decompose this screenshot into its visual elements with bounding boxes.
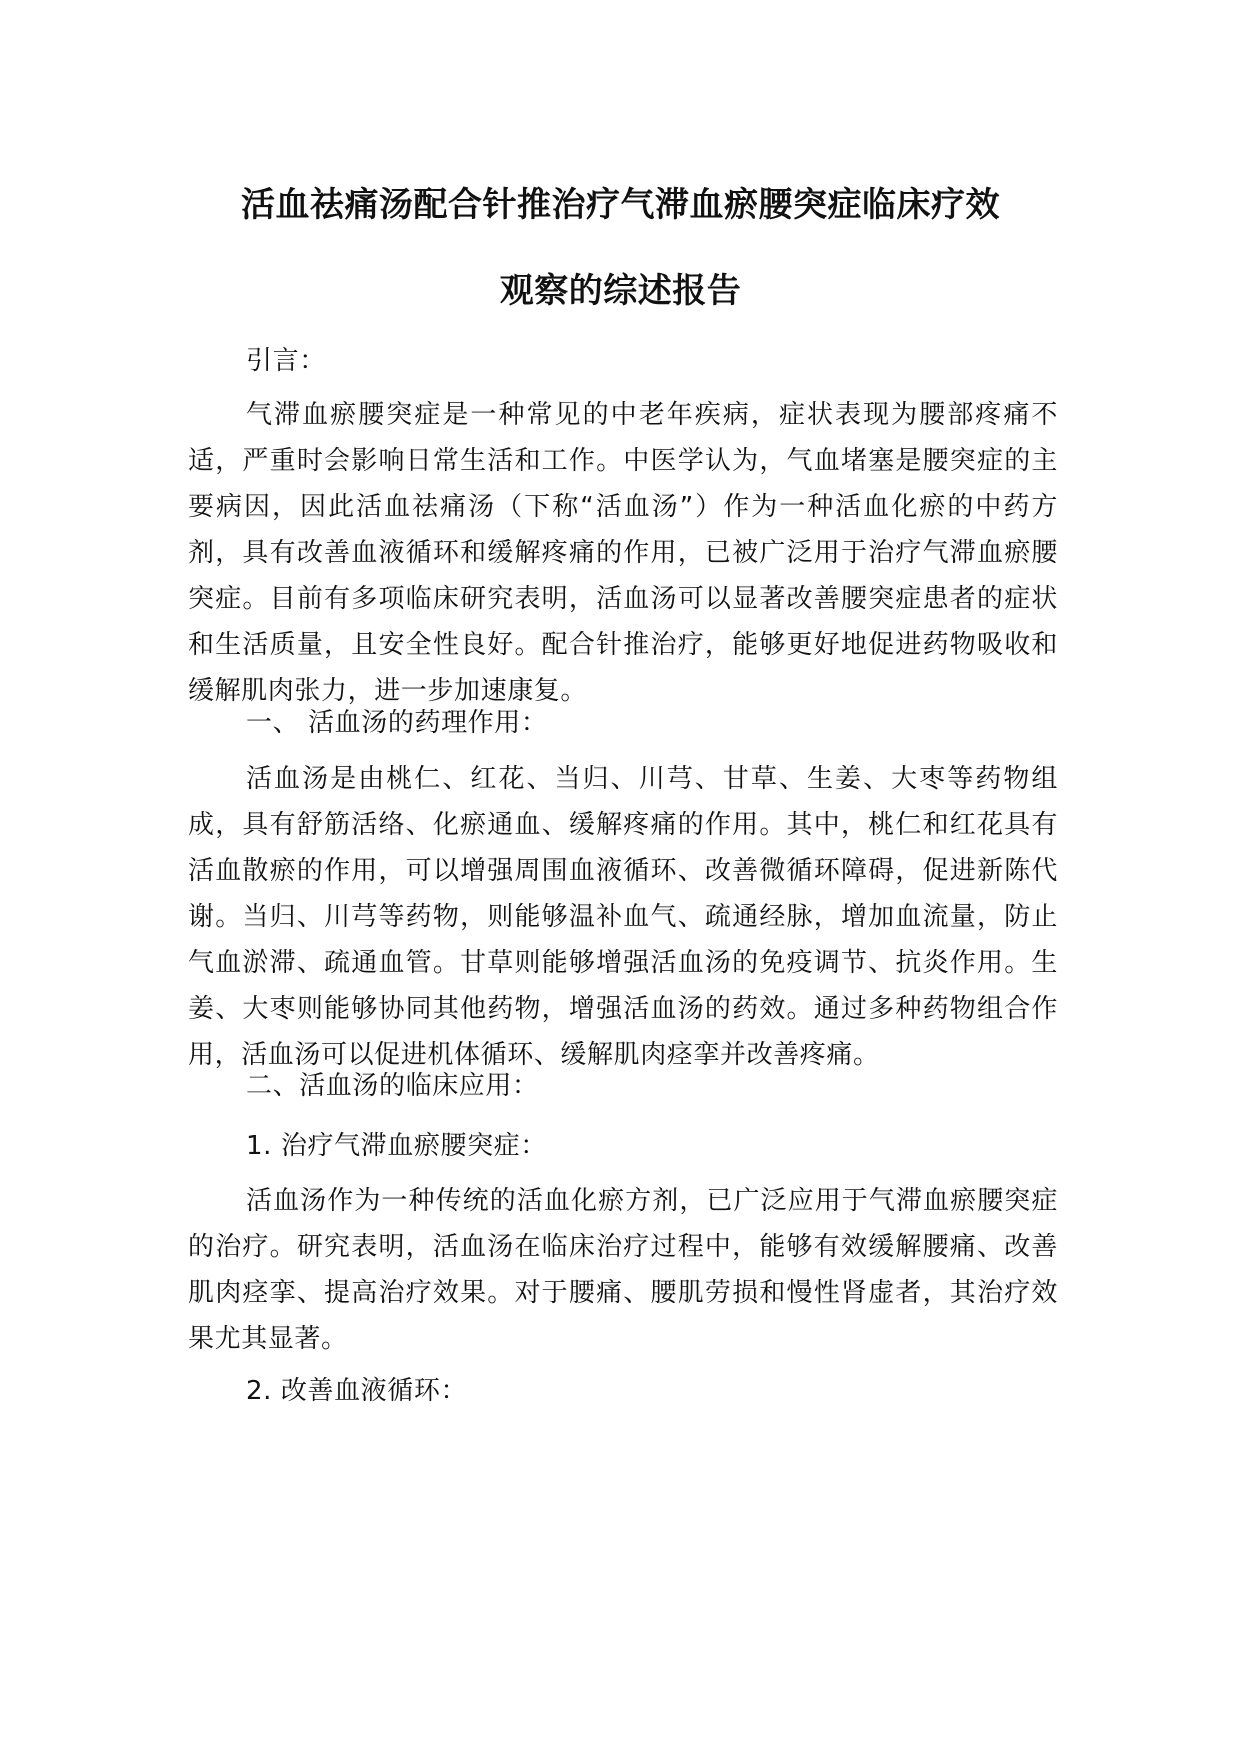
intro-heading-block bbox=[188, 338, 1058, 384]
subsection-1-paragraph: 活血汤作为一种传统的活血化瘀方剂，已广泛应用于气滞血瘀腰突症的治疗。研究表明，活血汤在临床治疗过程中，能够有效缓解腰痛、改善肌肉痉挛、提高治疗效果。对于腰痛、腰肌劳损和慢性肾虚者，其治疗效果尤其显著。 bbox=[188, 1186, 1058, 1354]
section-2-heading-block bbox=[188, 1063, 1058, 1109]
intro-paragraph: 气滞血瘀腰突症是一种常见的中老年疾病，症状表现为腰部疼痛不适，严重时会影响日常生活和工作。中医学认为，气血堵塞是腰突症的主要病因，因此活血祛痛汤（下称“活血汤”）作为一种活血化瘀的中药方剂，具有改善血液循环和缓解疼痛的作用，已被广泛用于治疗气滞血瘀腰突症。目前有多项临床研究表明，活血汤可以显著改善腰突症患者的症状和生活质量，且安全性良好。配合针推治疗，能够更好地促进药物吸收和缓解肌肉张力，进一步加速康复。 bbox=[188, 400, 1058, 706]
document-title-line-1: 活血祛痛汤配合针推治疗气滞血瘀腰突症临床疗效 bbox=[241, 185, 1000, 225]
subsection-1-paragraph-block bbox=[188, 1178, 1058, 1362]
subsection-2-heading-block bbox=[188, 1368, 1058, 1414]
document-title-line-2: 观察的综述报告 bbox=[499, 271, 742, 311]
section-1-paragraph-block bbox=[188, 756, 1058, 1078]
section-1-paragraph: 活血汤是由桃仁、红花、当归、川芎、甘草、生姜、大枣等药物组成，具有舒筋活络、化瘀通血、缓解疼痛的作用。其中，桃仁和红花具有活血散瘀的作用，可以增强周围血液循环、改善微循环障碍，促进新陈代谢。当归、川芎等药物，则能够温补血气、疏通经脉，增加血流量，防止气血淤滞、疏通血管。甘草则能够增强活血汤的免疫调节、抗炎作用。生姜、大枣则能够协同其他药物，增强活血汤的药效。通过多种药物组合作用，活血汤可以促进机体循环、缓解肌肉痉挛并改善疼痛。 bbox=[188, 764, 1058, 1070]
subsection-2-heading: 2. 改善血液循环： bbox=[246, 1376, 468, 1406]
intro-heading: 引言： bbox=[246, 346, 326, 376]
intro-paragraph-block bbox=[188, 392, 1058, 714]
section-1-heading-block bbox=[188, 700, 1058, 746]
subsection-1-heading-block bbox=[188, 1123, 1058, 1169]
subsection-1-heading: 1. 治疗气滞血瘀腰突症： bbox=[246, 1131, 547, 1161]
section-1-heading: 一、 活血汤的药理作用： bbox=[246, 708, 548, 738]
section-2-heading: 二、活血汤的临床应用： bbox=[246, 1071, 539, 1101]
